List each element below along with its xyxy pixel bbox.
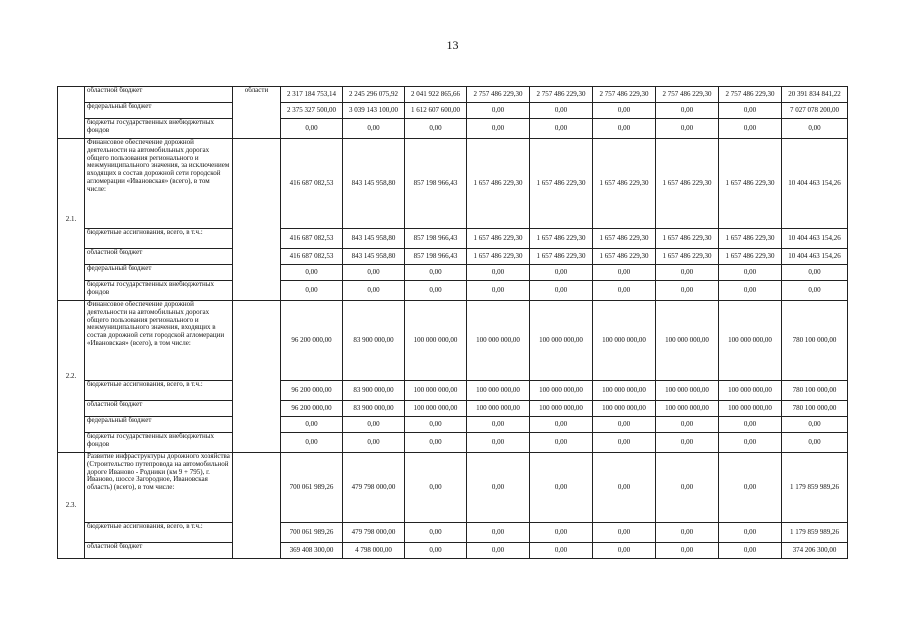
table-row	[58, 401, 848, 417]
value-cell: 0,00	[405, 417, 467, 433]
value-cell: 0,00	[782, 417, 848, 433]
value-cell: 0,00	[530, 523, 593, 543]
value-cell: 843 145 958,80	[343, 229, 405, 249]
page-number: 13	[446, 38, 459, 52]
table-row	[58, 523, 848, 543]
value-cell: 0,00	[343, 119, 405, 139]
value-cell: 857 198 966,43	[405, 249, 467, 265]
value-cell: 1 657 486 229,30	[593, 229, 656, 249]
value-cell: 0,00	[281, 281, 343, 301]
value-cell: 0,00	[343, 265, 405, 281]
section-description: Развитие инфраструктуры дорожного хозяйства (Строительство путепровода на автомобильной дороге Иваново - Родники (км 9 + 795), г. Иваново, шоссе Загородное, Ивановская область) (всего), в том числе:	[85, 453, 233, 523]
value-cell: 83 900 000,00	[343, 401, 405, 417]
value-cell: 100 000 000,00	[656, 401, 719, 417]
value-cell: 0,00	[467, 417, 530, 433]
table-row	[58, 453, 848, 523]
value-cell: 1 657 486 229,30	[467, 249, 530, 265]
value-cell: 2 041 922 865,66	[405, 87, 467, 103]
table-row	[58, 87, 848, 103]
value-cell: 100 000 000,00	[467, 301, 530, 381]
value-cell: 100 000 000,00	[405, 381, 467, 401]
value-cell: 1 657 486 229,30	[719, 229, 782, 249]
value-cell: 369 408 300,00	[281, 543, 343, 559]
value-cell: 100 000 000,00	[656, 301, 719, 381]
value-cell: 1 179 859 989,26	[782, 453, 848, 523]
value-cell: 100 000 000,00	[719, 301, 782, 381]
value-cell: 0,00	[719, 433, 782, 453]
value-cell: 416 687 082,53	[281, 139, 343, 229]
value-cell: 843 145 958,80	[343, 249, 405, 265]
value-cell: 2 757 486 229,30	[719, 87, 782, 103]
budget-source-label: областной бюджет	[85, 249, 233, 265]
value-cell: 0,00	[281, 433, 343, 453]
value-cell: 0,00	[593, 119, 656, 139]
value-cell: 0,00	[656, 265, 719, 281]
value-cell: 780 100 000,00	[782, 381, 848, 401]
value-cell: 0,00	[405, 265, 467, 281]
value-cell: 0,00	[593, 543, 656, 559]
budget-source-label: федеральный бюджет	[85, 265, 233, 281]
budget-source-label: областной бюджет	[85, 543, 233, 559]
value-cell: 843 145 958,80	[343, 139, 405, 229]
value-cell: 0,00	[593, 417, 656, 433]
responsible-cell	[233, 453, 281, 559]
value-cell: 2 757 486 229,30	[656, 87, 719, 103]
table-row	[58, 381, 848, 401]
value-cell: 0,00	[593, 265, 656, 281]
value-cell: 10 404 463 154,26	[782, 139, 848, 229]
value-cell: 0,00	[656, 543, 719, 559]
value-cell: 0,00	[656, 417, 719, 433]
value-cell: 0,00	[281, 119, 343, 139]
value-cell: 0,00	[467, 103, 530, 119]
value-cell: 100 000 000,00	[719, 401, 782, 417]
value-cell: 0,00	[405, 281, 467, 301]
table-row	[58, 229, 848, 249]
value-cell: 857 198 966,43	[405, 229, 467, 249]
value-cell: 416 687 082,53	[281, 229, 343, 249]
table-row	[58, 301, 848, 381]
value-cell: 1 179 859 989,26	[782, 523, 848, 543]
value-cell: 7 027 078 200,00	[782, 103, 848, 119]
value-cell: 0,00	[467, 433, 530, 453]
value-cell: 0,00	[530, 543, 593, 559]
value-cell: 700 061 989,26	[281, 453, 343, 523]
section-description: Финансовое обеспечение дорожной деятельности на автомобильных дорогах общего пользования регионального и межмуниципального значения, за исключением входящих в состав дорожной сети городской агломерации «Ивановская» (всего), в том числе:	[85, 139, 233, 229]
budget-source-label: бюджетные ассигнования, всего, в т.ч.:	[85, 229, 233, 249]
budget-source-label: областной бюджет	[85, 87, 233, 103]
value-cell: 1 612 607 600,00	[405, 103, 467, 119]
value-cell: 1 657 486 229,30	[656, 139, 719, 229]
responsible-cell	[233, 301, 281, 453]
budget-source-label: федеральный бюджет	[85, 103, 233, 119]
value-cell: 0,00	[343, 433, 405, 453]
value-cell: 0,00	[405, 433, 467, 453]
value-cell: 20 391 834 841,22	[782, 87, 848, 103]
value-cell: 100 000 000,00	[405, 401, 467, 417]
value-cell: 100 000 000,00	[530, 401, 593, 417]
value-cell: 0,00	[593, 523, 656, 543]
value-cell: 0,00	[719, 417, 782, 433]
value-cell: 3 039 143 100,00	[343, 103, 405, 119]
value-cell: 1 657 486 229,30	[719, 249, 782, 265]
value-cell: 0,00	[281, 417, 343, 433]
value-cell: 0,00	[656, 119, 719, 139]
value-cell: 1 657 486 229,30	[593, 249, 656, 265]
value-cell: 96 200 000,00	[281, 401, 343, 417]
value-cell: 0,00	[467, 523, 530, 543]
value-cell: 780 100 000,00	[782, 401, 848, 417]
value-cell: 0,00	[656, 281, 719, 301]
table-row	[58, 433, 848, 453]
value-cell: 0,00	[343, 281, 405, 301]
value-cell: 0,00	[782, 119, 848, 139]
section-number: 2.1.	[58, 139, 85, 301]
value-cell: 100 000 000,00	[405, 301, 467, 381]
table-row	[58, 265, 848, 281]
budget-source-label: бюджетные ассигнования, всего, в т.ч.:	[85, 381, 233, 401]
value-cell: 0,00	[719, 543, 782, 559]
value-cell: 0,00	[656, 523, 719, 543]
value-cell: 0,00	[719, 265, 782, 281]
value-cell: 479 798 000,00	[343, 523, 405, 543]
value-cell: 10 404 463 154,26	[782, 249, 848, 265]
value-cell: 2 757 486 229,30	[467, 87, 530, 103]
value-cell: 0,00	[719, 523, 782, 543]
value-cell: 0,00	[467, 119, 530, 139]
value-cell: 0,00	[593, 281, 656, 301]
value-cell: 0,00	[782, 433, 848, 453]
table-row	[58, 281, 848, 301]
value-cell: 0,00	[719, 119, 782, 139]
value-cell: 0,00	[405, 543, 467, 559]
value-cell: 700 061 989,26	[281, 523, 343, 543]
value-cell: 0,00	[530, 433, 593, 453]
value-cell: 0,00	[782, 265, 848, 281]
section-number: 2.2.	[58, 301, 85, 453]
value-cell: 0,00	[530, 103, 593, 119]
value-cell: 0,00	[656, 433, 719, 453]
value-cell: 0,00	[467, 281, 530, 301]
value-cell: 10 404 463 154,26	[782, 229, 848, 249]
budget-source-label: бюджетные ассигнования, всего, в т.ч.:	[85, 523, 233, 543]
value-cell: 374 206 300,00	[782, 543, 848, 559]
table-row	[58, 139, 848, 229]
section-number: 2.3.	[58, 453, 85, 559]
value-cell: 0,00	[656, 453, 719, 523]
value-cell: 0,00	[405, 119, 467, 139]
section-description: Финансовое обеспечение дорожной деятельности на автомобильных дорогах общего пользования регионального и межмуниципального значения, входящих в состав дорожной сети городской агломерации «Ивановская» (всего), в том числе:	[85, 301, 233, 381]
budget-source-label: областной бюджет	[85, 401, 233, 417]
value-cell: 100 000 000,00	[467, 401, 530, 417]
value-cell: 0,00	[405, 523, 467, 543]
value-cell: 0,00	[656, 103, 719, 119]
value-cell: 857 198 966,43	[405, 139, 467, 229]
value-cell: 100 000 000,00	[530, 381, 593, 401]
budget-source-label: бюджеты государственных внебюджетных фондов	[85, 433, 233, 453]
responsible-cell: области	[233, 87, 281, 139]
value-cell: 479 798 000,00	[343, 453, 405, 523]
value-cell: 0,00	[530, 265, 593, 281]
value-cell: 83 900 000,00	[343, 301, 405, 381]
value-cell: 0,00	[405, 453, 467, 523]
value-cell: 0,00	[467, 453, 530, 523]
value-cell: 2 375 327 500,00	[281, 103, 343, 119]
value-cell: 2 317 184 753,14	[281, 87, 343, 103]
value-cell: 2 757 486 229,30	[593, 87, 656, 103]
value-cell: 1 657 486 229,30	[467, 139, 530, 229]
value-cell: 0,00	[593, 433, 656, 453]
value-cell: 0,00	[719, 281, 782, 301]
value-cell: 4 798 000,00	[343, 543, 405, 559]
table-row	[58, 119, 848, 139]
value-cell: 0,00	[782, 281, 848, 301]
value-cell: 100 000 000,00	[530, 301, 593, 381]
value-cell: 0,00	[719, 103, 782, 119]
budget-source-label: бюджеты государственных внебюджетных фондов	[85, 281, 233, 301]
value-cell: 0,00	[593, 103, 656, 119]
table-row	[58, 543, 848, 559]
value-cell: 1 657 486 229,30	[593, 139, 656, 229]
value-cell: 100 000 000,00	[656, 381, 719, 401]
value-cell: 100 000 000,00	[467, 381, 530, 401]
value-cell: 0,00	[530, 119, 593, 139]
value-cell: 780 100 000,00	[782, 301, 848, 381]
value-cell: 0,00	[467, 543, 530, 559]
row-number-cell	[58, 87, 85, 139]
value-cell: 1 657 486 229,30	[656, 229, 719, 249]
value-cell: 0,00	[593, 453, 656, 523]
value-cell: 2 757 486 229,30	[530, 87, 593, 103]
value-cell: 0,00	[530, 453, 593, 523]
value-cell: 1 657 486 229,30	[656, 249, 719, 265]
budget-source-label: бюджеты государственных внебюджетных фондов	[85, 119, 233, 139]
responsible-cell	[233, 139, 281, 301]
value-cell: 0,00	[281, 265, 343, 281]
value-cell: 1 657 486 229,30	[467, 229, 530, 249]
value-cell: 1 657 486 229,30	[530, 229, 593, 249]
value-cell: 96 200 000,00	[281, 381, 343, 401]
budget-table	[57, 86, 848, 559]
value-cell: 1 657 486 229,30	[719, 139, 782, 229]
value-cell: 1 657 486 229,30	[530, 139, 593, 229]
value-cell: 2 245 296 075,92	[343, 87, 405, 103]
value-cell: 100 000 000,00	[593, 401, 656, 417]
table-row	[58, 417, 848, 433]
value-cell: 0,00	[467, 265, 530, 281]
budget-source-label: федеральный бюджет	[85, 417, 233, 433]
value-cell: 100 000 000,00	[593, 301, 656, 381]
table-row	[58, 103, 848, 119]
value-cell: 416 687 082,53	[281, 249, 343, 265]
value-cell: 96 200 000,00	[281, 301, 343, 381]
value-cell: 0,00	[530, 281, 593, 301]
value-cell: 0,00	[343, 417, 405, 433]
table-row	[58, 249, 848, 265]
value-cell: 0,00	[719, 453, 782, 523]
value-cell: 100 000 000,00	[719, 381, 782, 401]
value-cell: 100 000 000,00	[593, 381, 656, 401]
value-cell: 0,00	[530, 417, 593, 433]
value-cell: 1 657 486 229,30	[530, 249, 593, 265]
value-cell: 83 900 000,00	[343, 381, 405, 401]
